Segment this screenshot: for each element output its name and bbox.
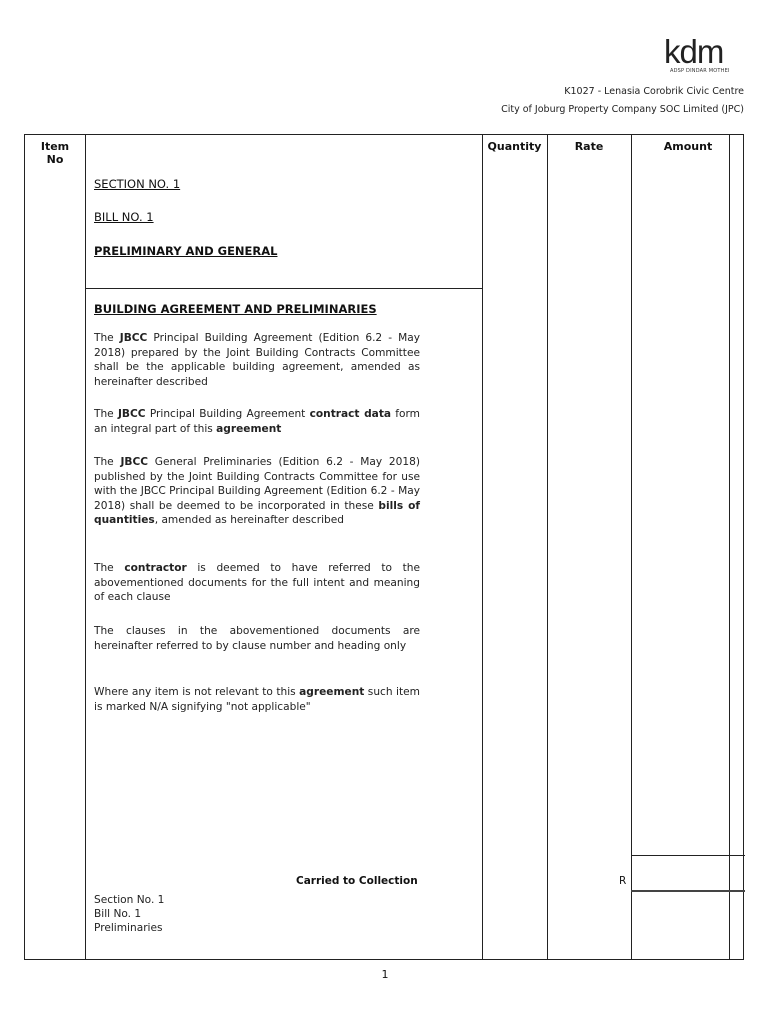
col-rate-header: Rate [574,140,604,153]
paragraph-preliminaries [94,455,420,528]
bold-term: JBCC [120,456,149,468]
paragraph-clauses [94,624,420,653]
paragraph-text: The [94,332,120,344]
col-item-no-label: No [46,153,64,166]
paragraph-agreement [94,331,420,389]
paragraph-contractor [94,561,420,605]
bold-term: bills of quantities [94,499,420,526]
bill-title: PRELIMINARY AND GENERAL [94,244,278,258]
divider-description [482,135,483,959]
bold-term: JBCC [117,408,146,420]
paragraph-text: The clauses in the abovementioned documents are hereinafter referred to by clause number and heading only [94,625,420,652]
paragraph-text: form an integral part of this [94,408,421,435]
page-number: 1 [381,968,389,981]
footer-name: Preliminaries [94,922,163,934]
paragraph-text: is deemed to have referred to the abovementioned documents for the full intent and meaning of each clause [94,562,420,603]
paragraph-text: The [94,562,125,574]
col-amount-header: Amount [663,140,713,153]
heading-rule [85,288,482,289]
paragraph-contract-data [94,407,420,436]
project-title: K1027 - Lenasia Corobrik Civic Centre [564,86,744,97]
divider-rate [631,135,632,959]
paragraph-text: Principal Building Agreement [145,408,310,420]
bill-heading: BILL NO. 1 [94,210,154,224]
footer-bill: Bill No. 1 [94,908,142,920]
client-name: City of Joburg Property Company SOC Limited (JPC) [501,104,744,115]
company-logo [664,34,744,78]
section-heading: SECTION NO. 1 [94,177,181,191]
total-rule-bottom [631,890,745,892]
paragraph-not-applicable [94,685,420,714]
logo-text: kdm [664,33,724,70]
bold-term: agreement [216,422,282,435]
paragraph-text: General Preliminaries (Edition 6.2 - May 2018) published by the Joint Building Contracts Committee for use with the JBCC Principal Building Agreement (Edition 6.2 - May 2018) shall be deemed to be incorporated in these [94,456,420,512]
currency-symbol: R [619,875,627,887]
divider-item [85,135,86,959]
col-item-header [25,140,85,166]
bold-term: contract data [309,408,392,420]
paragraph-text: Where any item is not relevant to this [94,686,300,698]
divider-quantity [547,135,548,959]
subsection-title: BUILDING AGREEMENT AND PRELIMINARIES [94,302,377,316]
logo-subtext: ADSP DINDAR MOTHEI [670,68,730,74]
col-quantity-header: Quantity [487,140,542,153]
total-rule-top [631,855,745,856]
paragraph-text: , amended as hereinafter described [154,514,345,526]
paragraph-text: Principal Building Agreement (Edition 6.2 - May 2018) prepared by the Joint Building Contracts Committee shall be the applicable building agreement, amended as hereinafter described [94,332,420,388]
paragraph-text: The [94,408,118,420]
bill-table [24,134,744,960]
col-item-label: Item [40,140,70,153]
carried-to-collection-label: Carried to Collection [296,875,418,887]
paragraph-text: The [94,456,121,468]
bold-term: contractor [124,562,187,574]
bold-term: agreement [299,686,365,698]
paragraph-text: such item is marked N/A signifying "not applicable" [94,686,420,713]
footer-section: Section No. 1 [94,894,165,906]
divider-amount [729,135,730,959]
bold-term: JBCC [119,332,148,344]
